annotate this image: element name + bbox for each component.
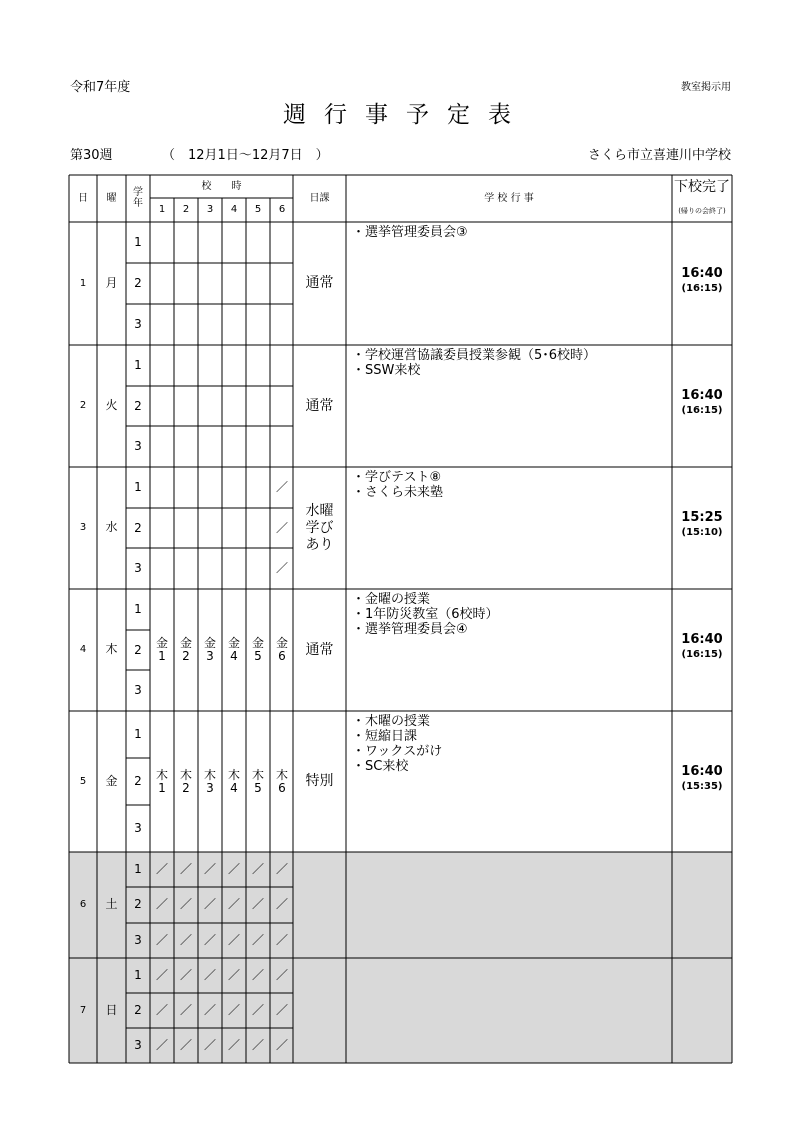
no-class-slash: ／ <box>227 896 240 911</box>
posting-note: 教室掲示用 <box>681 82 731 93</box>
no-class-slash: ／ <box>227 861 240 876</box>
no-class-slash: ／ <box>275 560 288 575</box>
header-period-group: 校 時 <box>201 180 242 192</box>
dismissal-main: 16:40 <box>681 388 723 403</box>
event-list <box>352 225 668 240</box>
swapped-period <box>222 589 246 711</box>
swap-period: 6 <box>278 780 286 795</box>
grade-cell: 3 <box>134 438 142 453</box>
schedule-type: 通常 <box>305 641 334 658</box>
schedule-type-line: あり <box>305 536 334 553</box>
event-item: ・学びテスト⑧ <box>352 470 442 485</box>
event-item: ・SSW来校 <box>352 363 421 378</box>
swapped-period <box>198 711 222 852</box>
weekday: 月 <box>105 275 118 290</box>
header-period-2: 2 <box>182 204 190 216</box>
swap-weekday: 金 <box>179 636 192 651</box>
page-title: 週行事予定表 <box>283 102 529 128</box>
no-class-slash: ／ <box>203 967 216 982</box>
no-class-slash: ／ <box>179 932 192 947</box>
swap-weekday: 金 <box>203 636 216 651</box>
header-weekday: 曜 <box>106 192 117 204</box>
no-class-slash: ／ <box>155 861 168 876</box>
event-item: ・選挙管理委員会④ <box>352 622 468 637</box>
dismissal-time <box>672 388 732 418</box>
no-class-slash: ／ <box>251 967 264 982</box>
no-class-slash: ／ <box>227 967 240 982</box>
grade-cell: 2 <box>134 275 142 290</box>
no-class-slash: ／ <box>179 1037 192 1052</box>
swap-period: 2 <box>182 780 190 795</box>
swapped-period <box>222 711 246 852</box>
swapped-period <box>246 711 270 852</box>
grade-cell: 3 <box>134 1037 142 1052</box>
no-class-slash: ／ <box>155 1002 168 1017</box>
grade-cell: 2 <box>134 398 142 413</box>
grade-cell: 1 <box>134 601 142 616</box>
event-item: ・選挙管理委員会③ <box>352 225 468 240</box>
swapped-period <box>150 589 174 711</box>
swap-weekday: 木 <box>179 767 192 782</box>
header-period-1: 1 <box>158 204 166 216</box>
no-class-slash: ／ <box>251 1037 264 1052</box>
no-class-slash: ／ <box>251 896 264 911</box>
swapped-period <box>174 589 198 711</box>
header-schedule-type: 日課 <box>309 192 330 204</box>
swap-weekday: 金 <box>251 636 264 651</box>
swap-period: 5 <box>254 649 262 663</box>
swap-weekday: 金 <box>275 636 288 651</box>
fiscal-year: 令和7年度 <box>70 80 131 95</box>
no-class-slash: ／ <box>227 932 240 947</box>
swap-period: 2 <box>182 649 190 663</box>
header-dismissal-note: (帰りの会終了) <box>678 206 726 215</box>
header-period-4: 4 <box>230 204 238 216</box>
no-class-slash: ／ <box>179 896 192 911</box>
schedule-type-line: 学び <box>305 519 334 536</box>
grade-cell: 3 <box>134 820 142 835</box>
header-day: 日 <box>78 192 88 204</box>
dismissal-time <box>672 510 732 540</box>
header-period-3: 3 <box>206 204 214 216</box>
swap-weekday: 金 <box>155 636 168 651</box>
no-class-slash: ／ <box>155 967 168 982</box>
swap-weekday: 木 <box>203 767 216 782</box>
grade-cell: 3 <box>134 560 142 575</box>
swap-weekday: 金 <box>227 636 240 651</box>
no-class-slash: ／ <box>275 861 288 876</box>
no-class-slash: ／ <box>275 1037 288 1052</box>
header-period-6: 6 <box>278 204 286 216</box>
grade-cell: 2 <box>134 896 142 911</box>
no-class-slash: ／ <box>275 967 288 982</box>
swap-period: 5 <box>254 780 262 795</box>
event-item: ・木曜の授業 <box>352 714 431 729</box>
event-item: ・ワックスがけ <box>352 744 443 759</box>
header-events: 学 校 行 事 <box>484 192 534 204</box>
no-class-slash: ／ <box>275 896 288 911</box>
no-class-slash: ／ <box>275 932 288 947</box>
swapped-period <box>174 711 198 852</box>
schedule-type: 通常 <box>305 397 334 414</box>
grade-cell: 3 <box>134 932 142 947</box>
swap-period: 1 <box>158 649 166 663</box>
event-list <box>352 348 668 378</box>
grade-cell: 1 <box>134 479 142 494</box>
no-class-slash: ／ <box>275 479 288 494</box>
weekday: 日 <box>105 1002 118 1017</box>
swap-weekday: 木 <box>227 767 240 782</box>
day-number: 3 <box>79 522 87 534</box>
header-period-5: 5 <box>254 204 262 216</box>
homeroom-end: (15:10) <box>681 527 723 538</box>
event-item: ・金曜の授業 <box>352 592 431 607</box>
weekday: 金 <box>105 773 118 788</box>
grade-cell: 2 <box>134 642 142 657</box>
header-dismissal: 下校完了 <box>674 178 730 195</box>
swap-period: 6 <box>278 649 286 663</box>
week-number: 第30週 <box>70 148 113 163</box>
grade-cell: 3 <box>134 316 142 331</box>
no-class-slash: ／ <box>227 1037 240 1052</box>
no-class-slash: ／ <box>227 1002 240 1017</box>
dismissal-main: 16:40 <box>681 265 723 281</box>
no-class-slash: ／ <box>251 932 264 947</box>
event-item: ・さくら未来塾 <box>352 485 444 500</box>
no-class-slash: ／ <box>179 967 192 982</box>
event-item: ・1年防災教室（6校時） <box>352 607 499 622</box>
weekday: 火 <box>105 398 118 413</box>
dismissal-main: 16:40 <box>681 632 723 647</box>
no-class-slash: ／ <box>155 1037 168 1052</box>
no-class-slash: ／ <box>203 932 216 947</box>
grade-cell: 1 <box>134 726 142 741</box>
header-grade-char: 学 <box>133 187 143 198</box>
swap-period: 3 <box>206 780 214 795</box>
grade-cell: 1 <box>134 357 142 372</box>
homeroom-end: (16:15) <box>681 649 723 660</box>
swap-period: 4 <box>230 649 238 663</box>
grade-cell: 3 <box>134 682 142 697</box>
swapped-period <box>246 589 270 711</box>
grade-cell: 2 <box>134 1002 142 1017</box>
homeroom-end: (16:15) <box>681 282 723 294</box>
no-class-slash: ／ <box>203 1037 216 1052</box>
no-class-slash: ／ <box>155 896 168 911</box>
no-class-slash: ／ <box>155 932 168 947</box>
swap-weekday: 木 <box>155 767 168 782</box>
event-list <box>352 714 668 774</box>
swap-period: 3 <box>206 649 214 663</box>
event-item: ・学校運営協議委員授業参観（5･6校時） <box>352 348 597 363</box>
no-class-slash: ／ <box>203 1002 216 1017</box>
grade-cell: 2 <box>134 520 142 535</box>
weekday: 水 <box>105 520 118 535</box>
no-class-slash: ／ <box>251 1002 264 1017</box>
dismissal-time <box>672 632 732 662</box>
swapped-period <box>198 589 222 711</box>
weekday: 土 <box>105 897 118 912</box>
day-number: 5 <box>79 775 87 787</box>
grade-cell: 1 <box>134 861 142 876</box>
swapped-period <box>150 711 174 852</box>
day-number: 4 <box>79 644 87 656</box>
schedule-type: 通常 <box>305 275 334 292</box>
no-class-slash: ／ <box>203 861 216 876</box>
swap-weekday: 木 <box>251 767 264 782</box>
swap-weekday: 木 <box>275 767 288 782</box>
swap-period: 4 <box>230 780 238 795</box>
day-number: 1 <box>79 277 87 289</box>
schedule-type: 特別 <box>305 773 334 790</box>
dismissal-time <box>672 764 732 794</box>
day-number: 6 <box>79 899 87 911</box>
swap-period: 1 <box>158 780 166 795</box>
dismissal-main: 16:40 <box>681 763 723 779</box>
dismissal-time <box>672 266 732 296</box>
swapped-period <box>270 589 294 711</box>
weekday: 木 <box>105 642 118 657</box>
no-class-slash: ／ <box>251 861 264 876</box>
day-number: 2 <box>79 400 87 412</box>
no-class-slash: ／ <box>203 896 216 911</box>
header-grade-char: 年 <box>133 197 143 209</box>
dismissal-main: 15:25 <box>681 510 723 525</box>
schedule-type-line: 水曜 <box>305 502 334 519</box>
homeroom-end: (16:15) <box>681 405 723 416</box>
no-class-slash: ／ <box>179 861 192 876</box>
event-list <box>352 470 668 500</box>
date-range: （ 12月1日～12月7日 ） <box>162 148 329 163</box>
no-class-slash: ／ <box>275 1002 288 1017</box>
no-class-slash: ／ <box>179 1002 192 1017</box>
homeroom-end: (15:35) <box>681 780 723 792</box>
school-name: さくら市立喜連川中学校 <box>587 148 731 163</box>
event-list <box>352 592 668 637</box>
event-item: ・SC来校 <box>352 759 409 774</box>
grade-cell: 1 <box>134 967 142 982</box>
header-grade <box>126 175 150 222</box>
day-number: 7 <box>79 1004 87 1016</box>
schedule-type <box>293 467 346 589</box>
grade-cell: 1 <box>134 234 142 249</box>
swapped-period <box>270 711 294 852</box>
event-item: ・短縮日課 <box>352 729 418 744</box>
no-class-slash: ／ <box>275 520 288 535</box>
grade-cell: 2 <box>134 773 142 788</box>
